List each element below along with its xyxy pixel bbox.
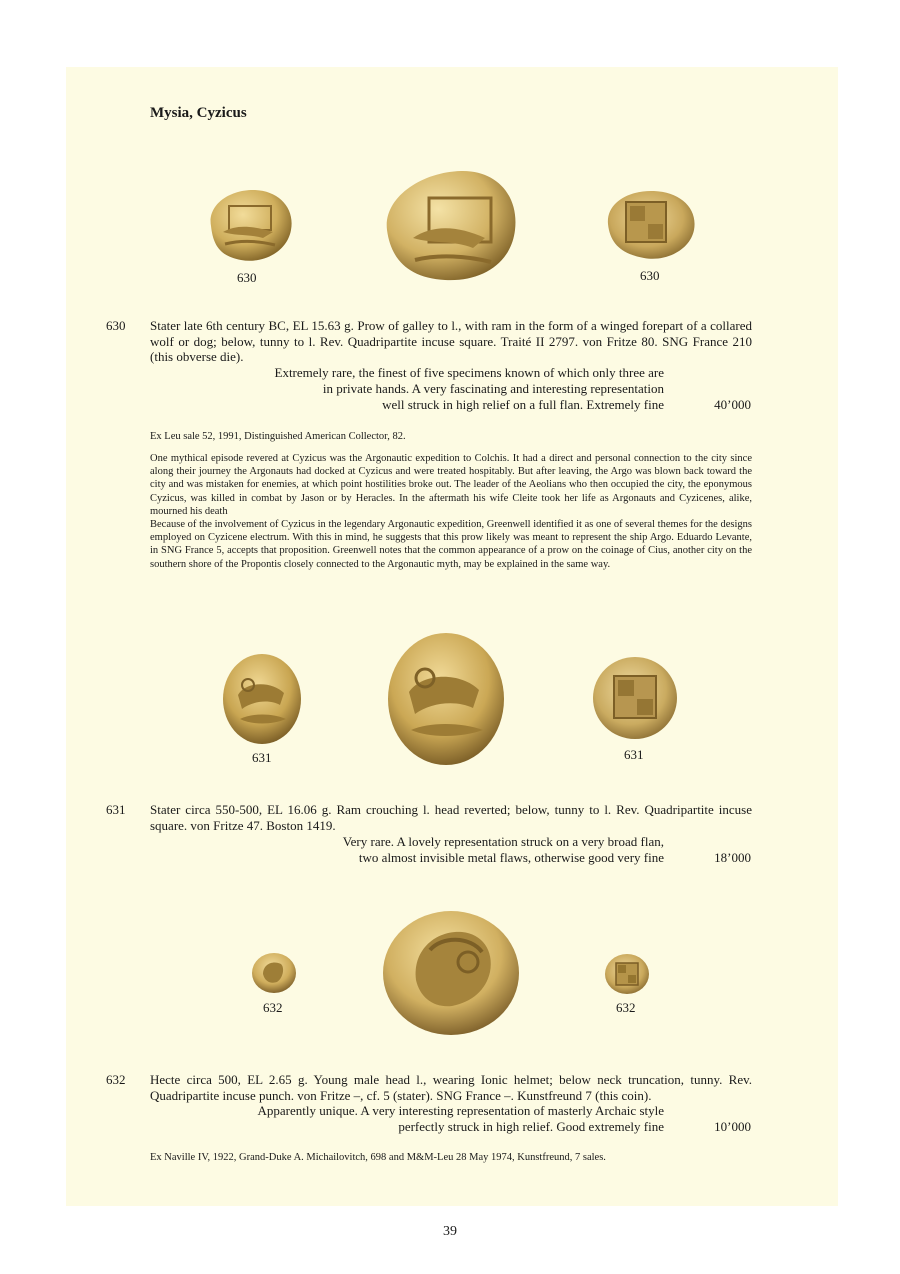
lot-note: well struck in high relief on a full flan. Extremely fine bbox=[382, 397, 664, 412]
lot-note: perfectly struck in high relief. Good extremely fine bbox=[398, 1119, 664, 1134]
essay-paragraph: Because of the involvement of Cyzicus in the legendary Argonautic expedition, Greenwell identified it as one of several themes for the designs employed on Cyzicene electrum. With this in mind, he suggests that this prow likely was meant to represent the ship Argo. Eduardo Levante, in SNG France 5, accepts that proposition. Greenwell notes that the common appearance of a prow on the coinage of Cius, another city on the southern shore of the Propontis closely connected to the Argonautic myth, may be explained in the same way. bbox=[150, 519, 752, 570]
coin-632-obverse bbox=[251, 952, 297, 994]
lot-essay bbox=[150, 452, 752, 571]
coin-631-obverse bbox=[222, 653, 302, 745]
lot-description: Stater circa 550-500, EL 16.06 g. Ram crouching l. head reverted; below, tunny to l. Rev. Quadripartite incuse square. von Fritze 47. Boston 1419. bbox=[150, 802, 752, 833]
lot-estimate: 40’000 bbox=[714, 397, 751, 412]
coin-label: 631 bbox=[624, 747, 644, 762]
lot-note: Extremely rare, the finest of five specimens known of which only three are bbox=[274, 365, 664, 380]
coin-label: 631 bbox=[252, 750, 272, 765]
coin-630-obverse bbox=[203, 186, 295, 264]
lot-estimate: 10’000 bbox=[714, 1119, 751, 1134]
coin-label: 630 bbox=[640, 268, 660, 283]
lot-number: 632 bbox=[106, 1072, 126, 1087]
lot-note: Apparently unique. A very interesting representation of masterly Archaic style bbox=[257, 1103, 664, 1118]
lot-description: Stater late 6th century BC, EL 15.63 g. Prow of galley to l., with ram in the form of a winged forepart of a collared wolf or dog; below, tunny to l. Rev. Quadripartite incuse square. Traité II 2797. von Fritze 80. SNG France 210 (this obverse die). bbox=[150, 318, 752, 364]
lot-estimate: 18’000 bbox=[714, 850, 751, 865]
lot-number: 631 bbox=[106, 802, 126, 817]
coin-632-obverse-enlarged bbox=[382, 910, 520, 1036]
lot-description: Hecte circa 500, EL 2.65 g. Young male head l., wearing Ionic helmet; below neck truncation, tunny. Rev. Quadripartite incuse punch. von Fritze –, cf. 5 (stater). SNG France –. Kunstfreund 7 (this coin). bbox=[150, 1072, 752, 1103]
coin-label: 630 bbox=[237, 270, 257, 285]
lot-note: two almost invisible metal flaws, otherwise good very fine bbox=[358, 850, 664, 865]
lot-note: Very rare. A lovely representation struck on a very broad flan, bbox=[342, 834, 664, 849]
lot-provenance: Ex Naville IV, 1922, Grand-Duke A. Michailovitch, 698 and M&M-Leu 28 May 1974, Kunstfreund, 7 sales. bbox=[150, 1152, 606, 1163]
coin-label: 632 bbox=[263, 1000, 283, 1015]
page-number: 39 bbox=[443, 1224, 457, 1239]
coin-630-reverse bbox=[604, 188, 698, 262]
coin-631-reverse bbox=[592, 656, 678, 740]
coin-632-reverse bbox=[604, 953, 650, 995]
lot-provenance: Ex Leu sale 52, 1991, Distinguished American Collector, 82. bbox=[150, 431, 406, 442]
coin-631-obverse-enlarged bbox=[387, 632, 505, 766]
lot-number: 630 bbox=[106, 318, 126, 333]
lot-note: in private hands. A very fascinating and interesting representation bbox=[322, 381, 664, 396]
section-title: Mysia, Cyzicus bbox=[150, 105, 247, 121]
coin-630-obverse-enlarged bbox=[381, 168, 519, 283]
essay-paragraph: One mythical episode revered at Cyzicus was the Argonautic expedition to Colchis. It had a direct and personal connection to the city since along their journey the Argonauts had docked at Cyzicus and were treated hospitably. But after leaving, the Argo was blown back toward the city and was mistaken for enemies, at which point hostilities broke out. The leader of the Aeolians who then occupied the city, the eponymous Cyzicus, was killed in combat by Jason or by Heracles. In the aftermath his wife Cleite took her life as Argonauts and Cyzicenes, alike, mourned his death bbox=[150, 453, 752, 517]
coin-label: 632 bbox=[616, 1000, 636, 1015]
